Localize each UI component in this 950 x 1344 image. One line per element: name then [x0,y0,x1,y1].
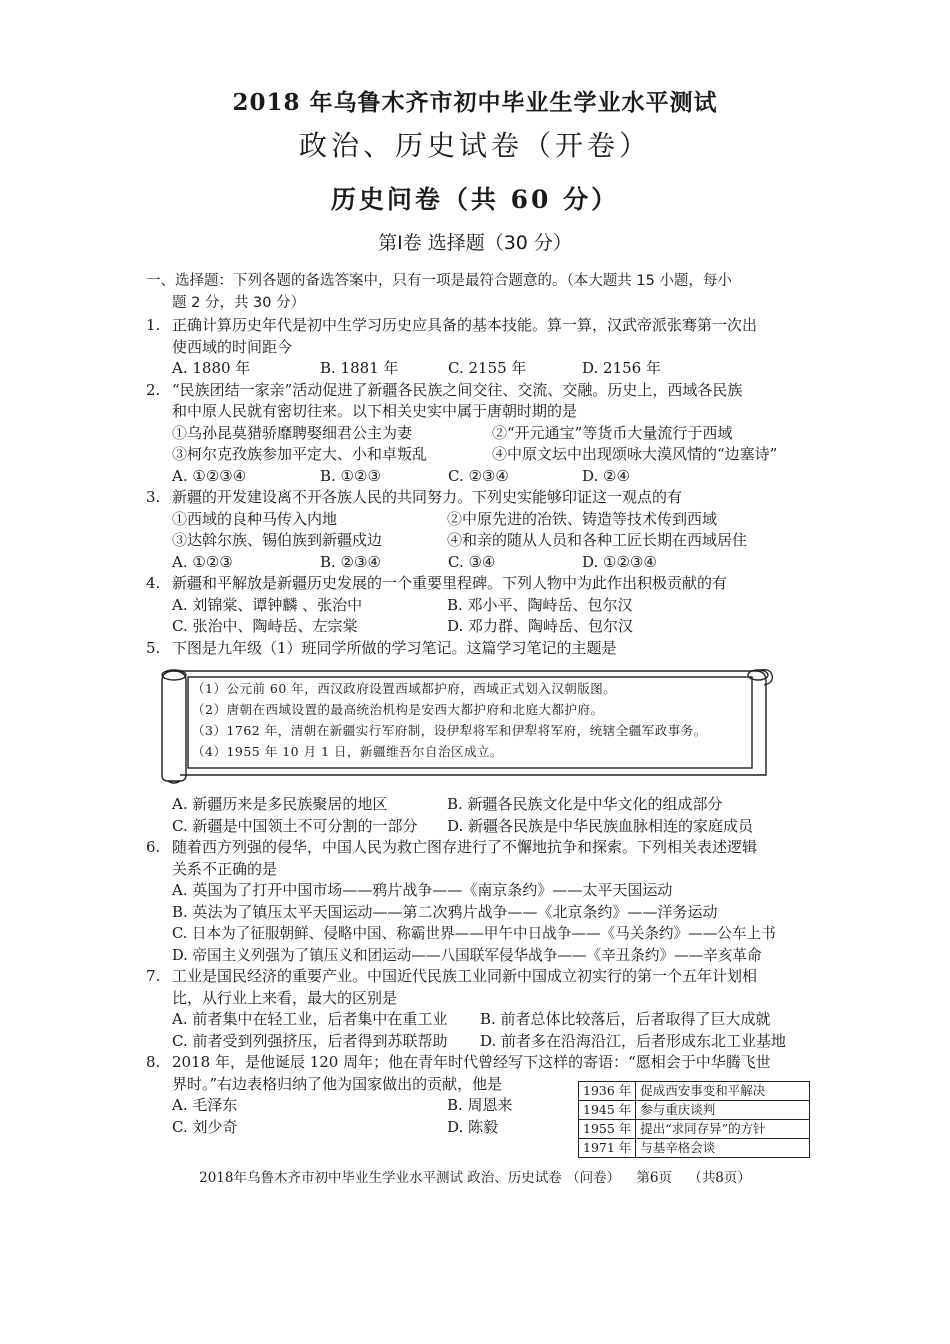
table-cell-event: 促成西安事变和平解决 [636,1082,810,1101]
note-line: （4）1955 年 10 月 1 日，新疆维吾尔自治区成立。 [192,744,503,759]
note-line: （3）1762 年，清朝在新疆实行军府制，设伊犁将军和伊犁将军府，统辖全疆军政事务。 [192,723,707,738]
statement-4: ④中原文坛中出现颂咏大漠风情的“边塞诗” [492,445,778,463]
table-cell-event: 提出“求同存异”的方针 [636,1120,810,1139]
options-row [172,552,810,574]
option-a: A. 英国为了打开中国市场——鸦片战争——《南京条约》——太平天国运动 [172,881,673,899]
statement-1: ①西域的良种马传入内地 [172,509,338,528]
footer-page-number: 第6页 [636,1170,672,1186]
section-heading: 一、选择题：下列各题的备选答案中，只有一项是最符合题意的。（本大题共 15 小题，每小 题 2 分，共 30 分） [146,273,732,311]
statement-1: ①乌孙昆莫猎骄靡聘娶细君公主为妻 [172,423,413,442]
question-stem: 随着西方列强的侵华，中国人民为救亡图存进行了不懈地抗争和探索。下列相关表述逻辑 [172,838,758,856]
note-line: （2）唐朝在西域设置的最高统治机构是安西大都护府和北庭大都护府。 [192,702,604,717]
option-c: C. 日本为了征服朝鲜、侵略中国、称霸世界——甲午中日战争——《马关条约》——公车上书 [172,925,776,942]
option-b: B. 新疆各民族文化是中华文化的组成部分 [447,795,723,813]
question-stem: 新疆和平解放是新疆历史发展的一个重要里程碑。下列人物中为此作出积极贡献的有 [172,574,728,592]
statement-2: ②中原先进的冶铁、铸造等技术传到西域 [447,509,718,528]
option-c: C. 新疆是中国领土不可分割的一部分 [172,816,418,835]
option-c: C. 张治中、陶峙岳、左宗棠 [172,617,358,635]
option-a: A. 新疆历来是多民族聚居的地区 [172,795,388,813]
question-number: 4. [146,574,161,592]
options-row [172,1009,810,1031]
option-b: B. ②③④ [320,552,381,571]
table-cell-year: 1945 年 [579,1101,636,1120]
question-number: 3. [146,488,161,506]
question-stem: 工业是国民经济的重要产业。中国近代民族工业同新中国成立初实行的第一个五年计划相 [172,967,758,985]
question-5-options [146,794,810,837]
statement-row [172,509,810,531]
option-a: A. 前者集中在轻工业，后者集中在重工业 [172,1010,448,1028]
question-stem: 下图是九年级（1）班同学所做的学习笔记。这篇学习笔记的主题是 [172,638,617,657]
option-c: C. ③④ [448,552,496,571]
option-b: B. 1881 年 [320,359,399,377]
statement-3: ③达斡尔族、锡伯族到新疆戍边 [172,531,383,549]
study-note-scroll [144,663,774,786]
options-row [172,358,810,380]
question-stem: “民族团结一家亲”活动促进了新疆各民族之间交往、交流、交融。历史上，西域各民族 [172,380,743,399]
question-number: 5. [146,638,161,657]
option-c: C. 2155 年 [448,359,527,377]
option-d: D. ②④ [582,466,630,485]
table-cell-year: 1971 年 [579,1139,636,1158]
table-cell-year: 1955 年 [579,1120,636,1139]
options-row [172,794,810,816]
note-line: （1）公元前 60 年，西汉政府设置西域都护府，西域正式划入汉朝版图。 [192,681,617,696]
option-d: D. 邓力群、陶峙岳、包尔汉 [447,617,634,635]
paper-title: 历史问卷（共 60 分） [330,185,620,214]
exam-subtitle: 政治、历史试卷（开卷） [298,129,651,162]
option-c: C. 前者受到列强挤压，后者得到苏联帮助 [172,1031,448,1050]
table-row [579,1139,810,1158]
option-d: D. ①②③④ [582,552,657,571]
option-d: D. 前者多在沿海沿江，后者形成东北工业基地 [480,1031,787,1050]
question-number: 6. [146,838,161,856]
statement-row [172,530,810,552]
part-title: 第Ⅰ卷 选择题（30 分） [378,232,572,254]
statement-4: ④和亲的随从人员和各种工匠长期在西域居住 [447,531,748,549]
footer-exam-name: 2018年乌鲁木齐市初中毕业生学业水平测试 政治、历史试卷 （问卷） [199,1170,621,1186]
option-b: B. 邓小平、陶峙岳、包尔汉 [447,595,633,614]
option-b: B. ①②③ [320,466,381,485]
exam-title: 2018 年乌鲁木齐市初中毕业生学业水平测试 [232,89,718,116]
page-footer [0,1166,950,1186]
option-a: A. 1880 年 [172,359,251,377]
table-cell-event: 与基辛格会谈 [636,1139,810,1158]
question-number: 7. [146,967,161,985]
table-cell-event: 参与重庆谈判 [636,1101,810,1120]
question-stem: 比，从行业上来看，最大的区别是 [172,988,398,1007]
question-stem: 关系不正确的是 [172,859,278,878]
options-row [172,595,810,617]
question-stem: 新疆的开发建设离不开各族人民的共同努力。下列史实能够印证这一观点的有 [172,488,683,506]
question-number: 1. [146,316,161,334]
option-a: A. 刘锦棠、谭钟麟 、张治中 [172,595,363,614]
question-6 [146,837,810,966]
table-row [579,1120,810,1139]
option-d: D. 2156 年 [582,359,661,377]
footer-total-pages: （共8页） [688,1170,751,1186]
statement-2: ②“开元通宝”等货币大量流行于西域 [492,423,733,442]
statement-row [172,444,810,466]
options-row [172,616,810,638]
question-stem: 使西域的时间距今 [172,337,293,356]
question-stem: 2018 年，是他诞辰 120 周年；他在青年时代曾经写下这样的寄语：“愿相会于中华腾飞世 [172,1053,771,1071]
option-a: A. ①②③ [172,552,233,571]
option-d: D. 新疆各民族是中华民族血脉相连的家庭成员 [447,816,754,835]
options-row [172,816,810,838]
option-b: B. 周恩来 [447,1096,513,1114]
table-row [579,1101,810,1120]
contributions-table [578,1081,810,1158]
statement-3: ③柯尔克孜族参加平定大、小和卓叛乱 [172,445,428,463]
option-d: D. 陈毅 [447,1117,499,1136]
question-2 [146,380,810,488]
option-d: D. 帝国主义列强为了镇压义和团运动——八国联军侵华战争——《辛丑条约》——辛亥革命 [172,946,762,964]
question-1 [146,315,810,380]
question-stem: 正确计算历史年代是初中生学习历史应具备的基本技能。算一算，汉武帝派张骞第一次出 [172,316,758,334]
table-row [579,1082,810,1101]
question-4 [146,573,810,638]
option-b: B. 英法为了镇压太平天国运动——第二次鸦片战争——《北京条约》——洋务运动 [172,902,718,921]
table-cell-year: 1936 年 [579,1082,636,1101]
option-a: A. ①②③④ [172,466,247,485]
option-c: C. 刘少奇 [172,1117,238,1136]
options-row [172,466,810,488]
question-3 [146,487,810,573]
question-number: 8. [146,1053,161,1071]
question-stem: 界时。”右边表格归纳了他为国家做出的贡献，他是 [172,1074,503,1093]
question-stem: 和中原人民就有密切往来。以下相关史实中属于唐朝时期的是 [172,402,578,420]
option-c: C. ②③④ [448,466,509,485]
question-7 [146,966,810,1052]
option-b: B. 前者总体比较落后，后者取得了巨大成就 [480,1010,771,1028]
option-a: A. 毛泽东 [172,1096,238,1114]
statement-row [172,423,810,445]
question-number: 2. [146,380,161,399]
options-row [172,1031,810,1053]
study-note-text [192,678,707,762]
questions-area [146,271,810,1155]
question-5 [146,638,810,660]
question-8 [146,1052,810,1155]
